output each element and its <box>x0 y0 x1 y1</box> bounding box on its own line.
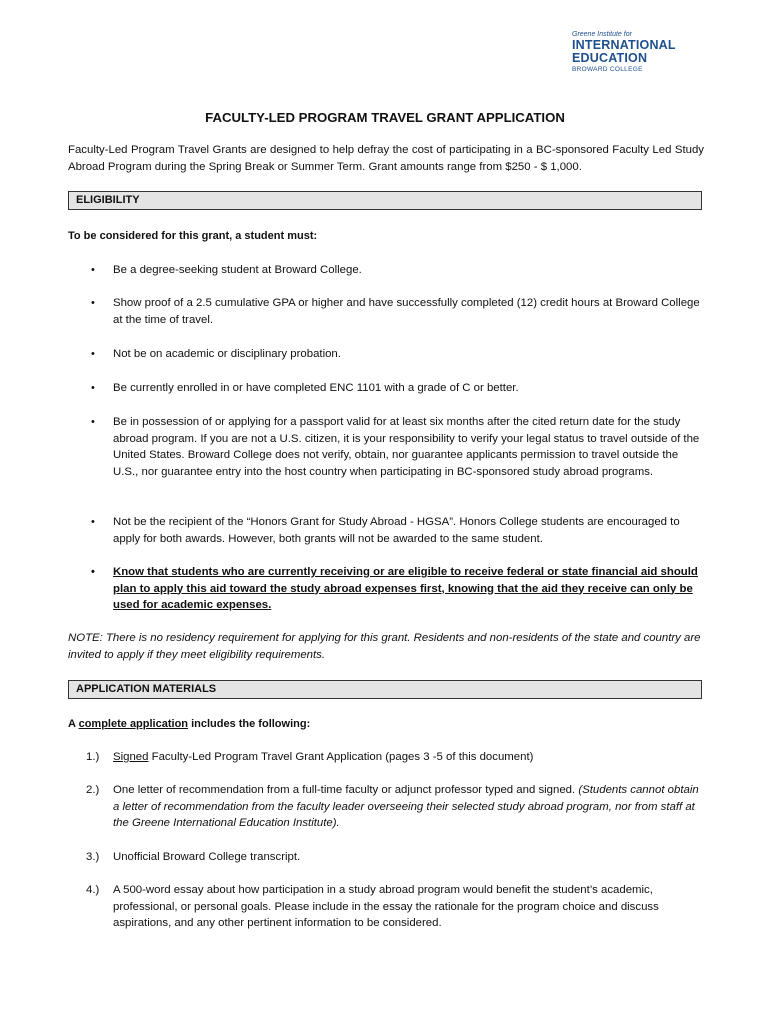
eligibility-bullet: • Not be the recipient of the “Honors Grant for Study Abroad - HGSA”. Honors College students are encouraged to apply for both awards. However, both grants will not be awarded to the same student. <box>113 514 705 547</box>
materials-heading-box <box>68 680 702 699</box>
materials-item <box>86 882 705 932</box>
eligibility-bullet: • Be in possession of or applying for a passport valid for at least six months after the cited return date for the study abroad program. If you are not a U.S. citizen, it is your responsibility to verify your legal status to travel outside of the United States. Broward College does not verify, obtain, nor guarantee applicants permission to travel outside the U.S., nor guarantee entry into the host country when participating in BC-sponsored study abroad programs. <box>113 414 705 480</box>
materials-item <box>86 849 705 866</box>
institute-logo <box>555 31 690 75</box>
eligibility-bullet: • Show proof of a 2.5 cumulative GPA or higher and have successfully completed (12) credit hours at Broward College at the time of travel. <box>113 295 705 328</box>
eligibility-bullet: • Be currently enrolled in or have completed ENC 1101 with a grade of C or better. <box>113 380 705 397</box>
page-title: FACULTY-LED PROGRAM TRAVEL GRANT APPLICATION <box>205 110 565 125</box>
eligibility-heading: ELIGIBILITY <box>76 194 140 206</box>
item-text: Faculty-Led Program Travel Grant Application (pages 3 -5 of this document) <box>148 751 534 763</box>
item-number: 4.) <box>86 884 100 896</box>
eligibility-bullet: • Be a degree-seeking student at Broward College. <box>113 262 705 279</box>
eligibility-bullet-financial-aid: • Know that students who are currently receiving or are eligible to receive federal or state financial aid should plan to apply this aid toward the study abroad expenses first, knowing that the aid they receive can only be used for academic expenses. <box>113 564 705 614</box>
item-underlined: Signed <box>113 751 149 763</box>
item-number: 3.) <box>86 851 100 863</box>
intro-paragraph: Faculty-Led Program Travel Grants are designed to help defray the cost of participating in a BC-sponsored Faculty Led Study Abroad Program during the Spring Break or Summer Term. Grant amounts range from $250 - $ 1,000. <box>68 144 704 173</box>
materials-heading: APPLICATION MATERIALS <box>76 683 217 695</box>
materials-lead-underlined: complete application <box>78 718 189 730</box>
logo-small-text: Greene Institute for <box>572 31 632 38</box>
eligibility-lead: To be considered for this grant, a student must: <box>68 230 318 242</box>
materials-lead-prefix: A <box>68 718 79 730</box>
logo-line-2: EDUCATION <box>572 51 648 65</box>
item-text: One letter of recommendation from a full-time faculty or adjunct professor typed and signed. <box>113 784 579 796</box>
item-text: Unofficial Broward College transcript. <box>113 851 301 863</box>
eligibility-heading-box <box>68 191 702 210</box>
item-italic-text: (Students cannot obtain a letter of recommendation from the faculty leader overseeing their selected study abroad program, nor from staff at the Greene International Education Institute). <box>113 784 699 829</box>
materials-lead <box>68 716 310 733</box>
logo-college: BROWARD COLLEGE <box>572 66 643 73</box>
item-number: 2.) <box>86 784 100 796</box>
residency-note: NOTE: There is no residency requirement for applying for this grant. Residents and non-residents of the state and country are invited to apply if they meet eligibility requirements. <box>68 632 701 661</box>
item-number: 1.) <box>86 751 100 763</box>
materials-lead-suffix: includes the following: <box>188 718 311 730</box>
materials-item <box>86 782 705 832</box>
logo-line-1: INTERNATIONAL <box>572 38 676 52</box>
item-text: A 500-word essay about how participation in a study abroad program would benefit the student’s academic, professional, or personal goals. Please include in the essay the rationale for the program choice and discuss aspirations, and any other pertinent information to be considered. <box>113 884 659 929</box>
materials-item <box>86 749 705 766</box>
eligibility-bullet: • Not be on academic or disciplinary probation. <box>113 346 705 363</box>
